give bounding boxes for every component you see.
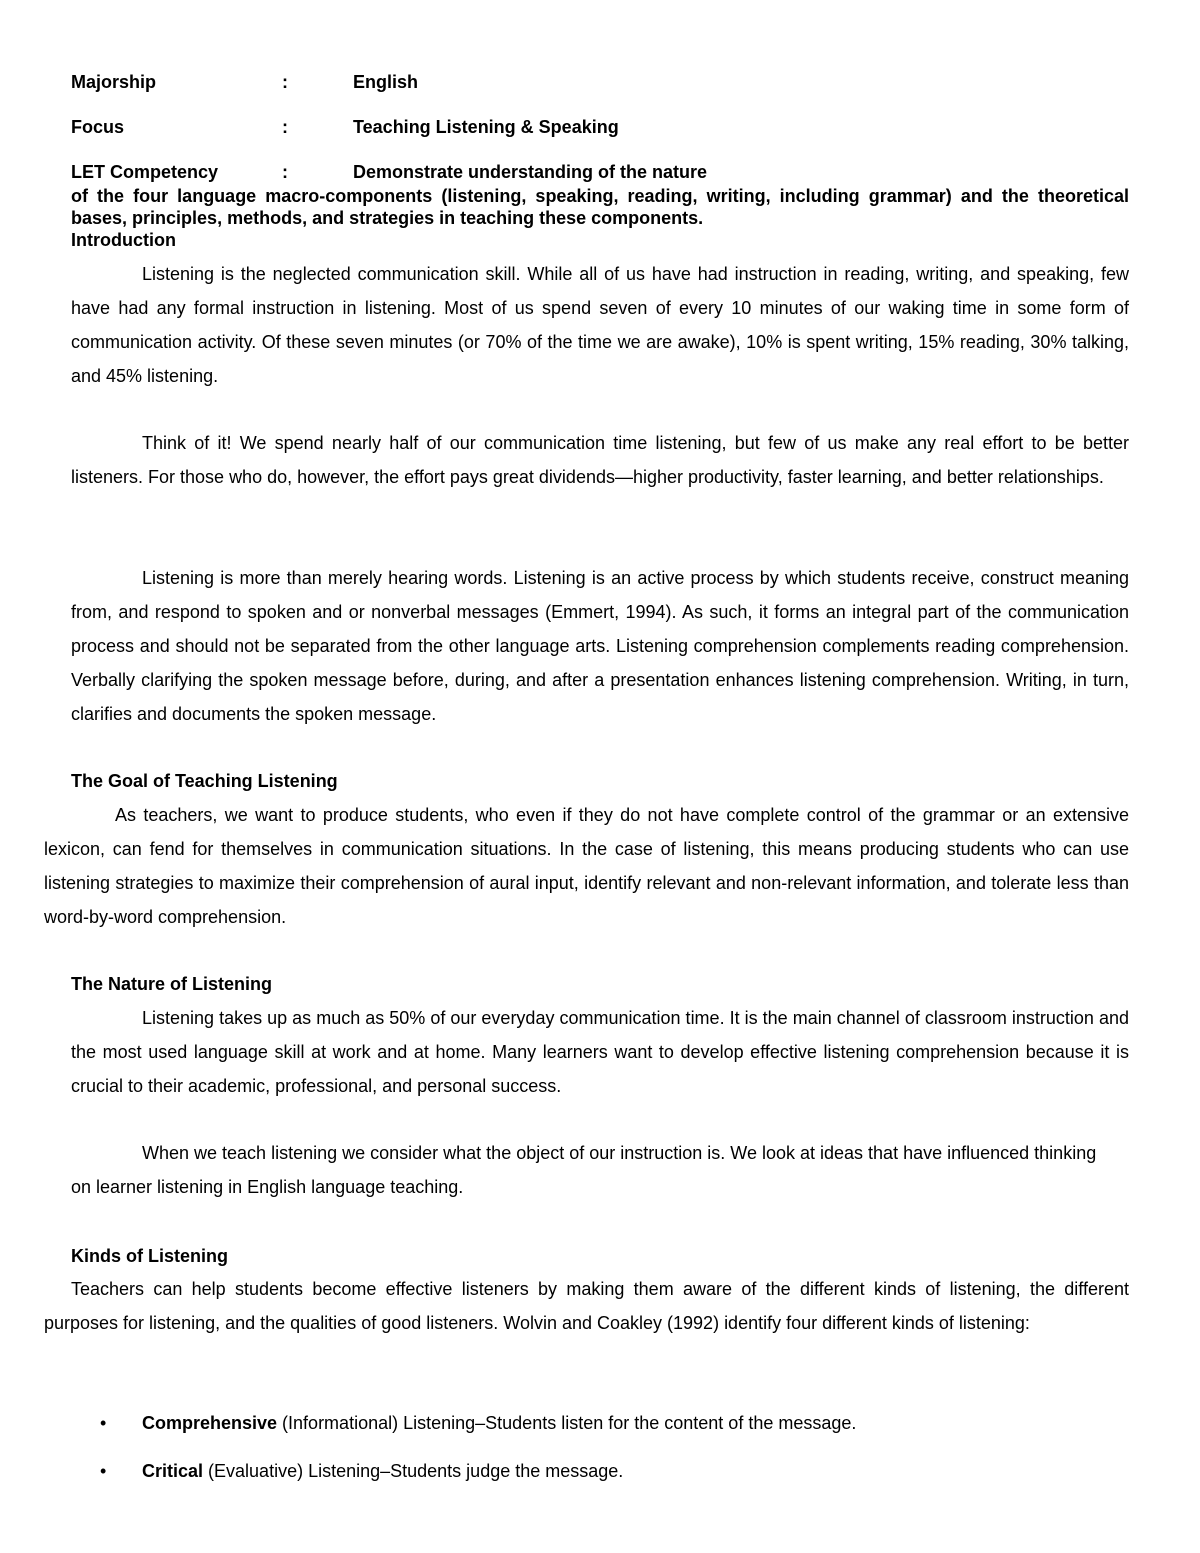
list-item-text: (Evaluative) Listening–Students judge the message.	[203, 1461, 624, 1481]
goal-paragraph: As teachers, we want to produce students, who even if they do not have complete control of the grammar or an extensive lexicon, can fend for themselves in communication situations. In the case of listening, this means producing students who can use listening strategies to maximize their comprehension of aural input, identify relevant and non-relevant information, and tolerate less than word-by-word comprehension.	[44, 805, 1129, 927]
competency-colon: :	[282, 162, 288, 182]
list-item-text: (Informational) Listening–Students listen for the content of the message.	[277, 1413, 857, 1433]
bullet-icon: •	[100, 1461, 107, 1481]
focus-value: Teaching Listening & Speaking	[353, 117, 619, 137]
introduction-heading: Introduction	[71, 230, 176, 250]
list-item	[100, 1460, 1129, 1482]
nature-heading: The Nature of Listening	[71, 974, 273, 994]
majorship-colon: :	[282, 72, 288, 92]
kinds-heading: Kinds of Listening	[71, 1246, 228, 1266]
introduction-paragraph-3: Listening is more than merely hearing words. Listening is an active process by which students receive, construct meaning from, and respond to spoken and or nonverbal messages (Emmert, 1994). As such, it forms an integral part of the communication process and should not be separated from the other language arts. Listening comprehension complements reading comprehension. Verbally clarifying the spoken message before, during, and after a presentation enhances listening comprehension. Writing, in turn, clarifies and documents the spoken message.	[71, 568, 1129, 724]
nature-paragraph-2: When we teach listening we consider what the object of our instruction is. We look at ideas that have influenced thinking on learner listening in English language teaching.	[71, 1143, 1097, 1197]
focus-label: Focus	[71, 117, 125, 137]
list-item	[100, 1412, 1129, 1434]
bullet-icon: •	[100, 1413, 107, 1433]
competency-label: LET Competency	[71, 162, 219, 182]
majorship-value: English	[353, 72, 419, 92]
introduction-paragraph-1: Listening is the neglected communication skill. While all of us have had instruction in reading, writing, and speaking, few have had any formal instruction in listening. Most of us spend seven of every 10 minutes of our waking time in some form of communication activity. Of these seven minutes (or 70% of the time we are awake), 10% is spent writing, 15% reading, 30% talking, and 45% listening.	[71, 264, 1129, 386]
focus-colon: :	[282, 117, 288, 137]
nature-paragraph-1: Listening takes up as much as 50% of our everyday communication time. It is the main channel of classroom instruction and the most used language skill at work and at home. Many learners want to develop effective listening comprehension because it is crucial to their academic, professional, and personal success.	[71, 1008, 1129, 1096]
list-item-term: Critical	[142, 1461, 204, 1481]
goal-heading: The Goal of Teaching Listening	[71, 771, 338, 791]
list-item-term: Comprehensive	[142, 1413, 278, 1433]
introduction-paragraph-2: Think of it! We spend nearly half of our communication time listening, but few of us make any real effort to be better listeners. For those who do, however, the effort pays great dividends—higher productivity, faster learning, and better relationships.	[71, 433, 1129, 487]
kinds-list	[100, 1412, 1129, 1482]
majorship-label: Majorship	[71, 72, 157, 92]
competency-value-first: Demonstrate understanding of the nature	[353, 162, 708, 182]
competency-value-rest: of the four language macro-components (listening, speaking, reading, writing, including grammar) and the theoretical bases, principles, methods, and strategies in teaching these components.	[71, 186, 1129, 228]
kinds-paragraph: Teachers can help students become effective listeners by making them aware of the different kinds of listening, the different purposes for listening, and the qualities of good listeners. Wolvin and Coakley (1992) identify four different kinds of listening:	[44, 1279, 1129, 1333]
